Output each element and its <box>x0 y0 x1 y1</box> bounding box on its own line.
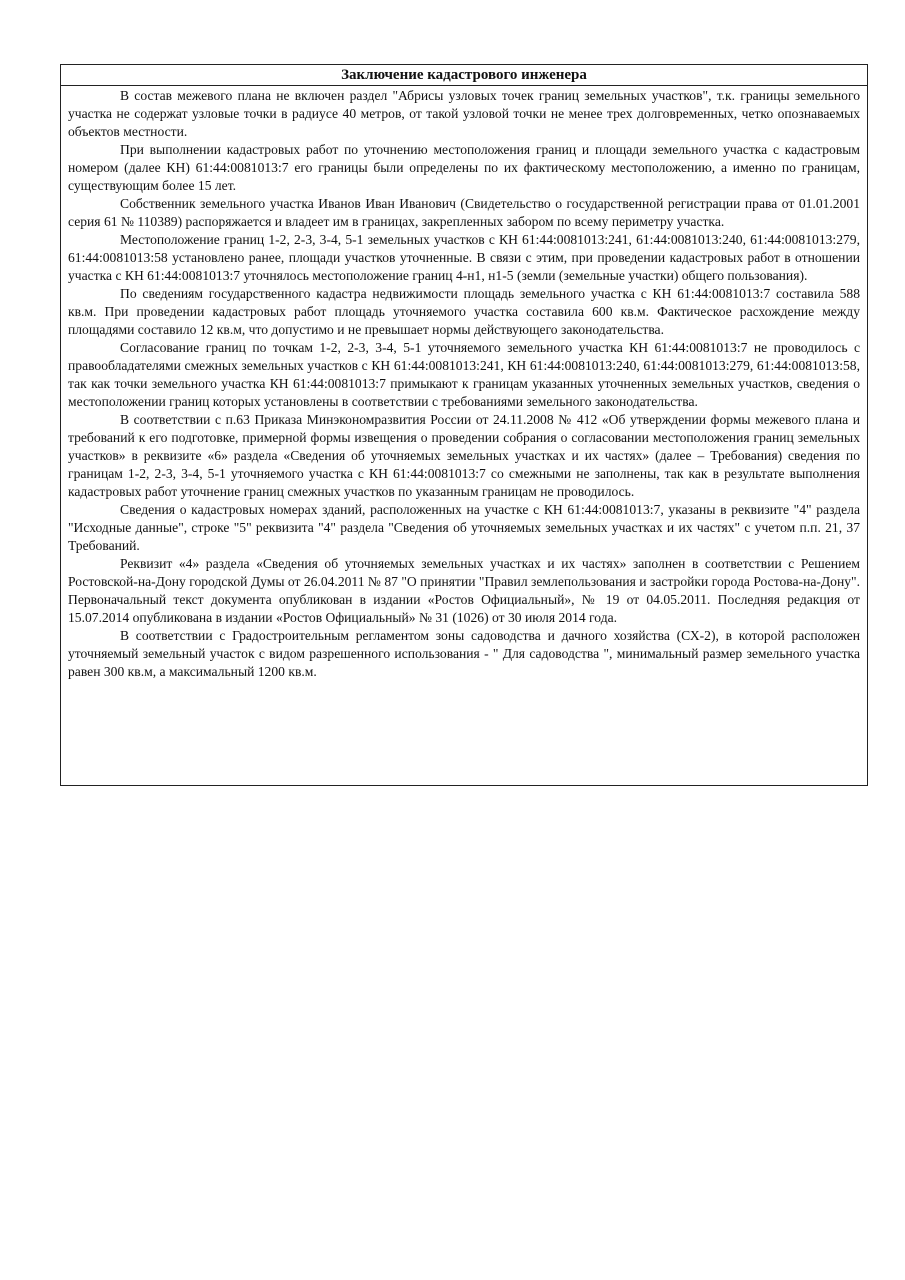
paragraph-order-412: В соответствии с п.63 Приказа Минэкономразвития России от 24.11.2008 № 412 «Об утверждении формы межевого плана и требований к его подготовке, примерной формы извещения о проведении собрания о согласовании местоположения границ земельных участков» в реквизите «6» раздела «Сведения об уточняемых земельных участках и их частях» (далее – Требования) сведения по границам 1-2, 2-3, 3-4, 5-1 уточняемого участка с КН 61:44:0081013:7 со смежными не заполнены, так как в результате выполнения кадастровых работ уточнение границ смежных участков по указанным границам не проводилось. <box>68 412 860 499</box>
paragraph-buildings: Сведения о кадастровых номерах зданий, расположенных на участке с КН 61:44:0081013:7, указаны в реквизите "4" раздела "Исходные данные", строке "5" реквизита "4" раздела "Сведения об уточняемых земельных участках и их частях" с учетом п.п. 21, 37 Требований. <box>68 502 860 553</box>
paragraph-requisite-4: Реквизит «4» раздела «Сведения об уточняемых земельных участках и их частях» заполнен в соответствии с Решением Ростовской-на-Дону городской Думы от 26.04.2011 № 87 "О принятии "Правил землепользования и застройки города Ростова-на-Дону". Первоначальный текст документа опубликован в издании «Ростов Официальный», № 19 от 04.05.2011. Последняя редакция от 15.07.2014 опубликована в издании «Ростов Официальный» № 31 (1026) от 30 июля 2014 года. <box>68 556 860 625</box>
paragraph-abrisy: В состав межевого плана не включен раздел "Абрисы узловых точек границ земельных участков", т.к. границы земельного участка не содержат узловые точки в радиусе 40 метров, от такой узловой точки не менее трех долговременных, четко опознаваемых объектов местности. <box>68 88 860 139</box>
conclusion-body <box>61 86 867 681</box>
paragraph-zoning: В соответствии с Градостроительным регламентом зоны садоводства и дачного хозяйства (СХ-2), в которой расположен уточняемый земельный участок с видом разрешенного использования - " Для садоводства ", минимальный размер земельного участка равен 300 кв.м, а максимальный 1200 кв.м. <box>68 628 860 679</box>
paragraph-approval: Согласование границ по точкам 1-2, 2-3, 3-4, 5-1 уточняемого земельного участка КН 61:44:0081013:7 не проводилось с правообладателями смежных земельных участков с КН 61:44:0081013:241, КН 61:44:0081013:240, 61:44:0081013:279, 61:44:0081013:58, так как точки земельного участка КН 61:44:0081013:7 примыкают к границам указанных уточненных земельных участков, сведения о местоположении границ которых установлены в соответствии с требованиями земельного законодательства. <box>68 340 860 409</box>
document-title: Заключение кадастрового инженера <box>61 65 867 86</box>
conclusion-table <box>60 64 868 786</box>
paragraph-owner: Собственник земельного участка Иванов Иван Иванович (Свидетельство о государственной регистрации права от 01.01.2001 серия 61 № 110389) распоряжается и владеет им в границах, закрепленных забором по всему периметру участка. <box>68 196 860 229</box>
paragraph-boundary-location: Местоположение границ 1-2, 2-3, 3-4, 5-1 земельных участков с КН 61:44:0081013:241, 61:44:0081013:240, 61:44:0081013:279, 61:44:0081013:58 установлено ранее, площади участков уточненные. В связи с этим, при проведении кадастровых работ в отношении участка с КН 61:44:0081013:7 уточнялось местоположение границ 4-н1, н1-5 (земли (земельные участки) общего пользования). <box>68 232 860 283</box>
paragraph-area: По сведениям государственного кадастра недвижимости площадь земельного участка с КН 61:44:0081013:7 составила 588 кв.м. При проведении кадастровых работ площадь уточняемого участка составила 600 кв.м. Фактическое расхождение между площадями составило 12 кв.м, что допустимо и не превышает нормы действующего законодательства. <box>68 286 860 337</box>
paragraph-boundaries-definition: При выполнении кадастровых работ по уточнению местоположения границ и площади земельного участка с кадастровым номером (далее КН) 61:44:0081013:7 его границы были определены по их фактическому местоположению, а именно по границам, существующим более 15 лет. <box>68 142 860 193</box>
